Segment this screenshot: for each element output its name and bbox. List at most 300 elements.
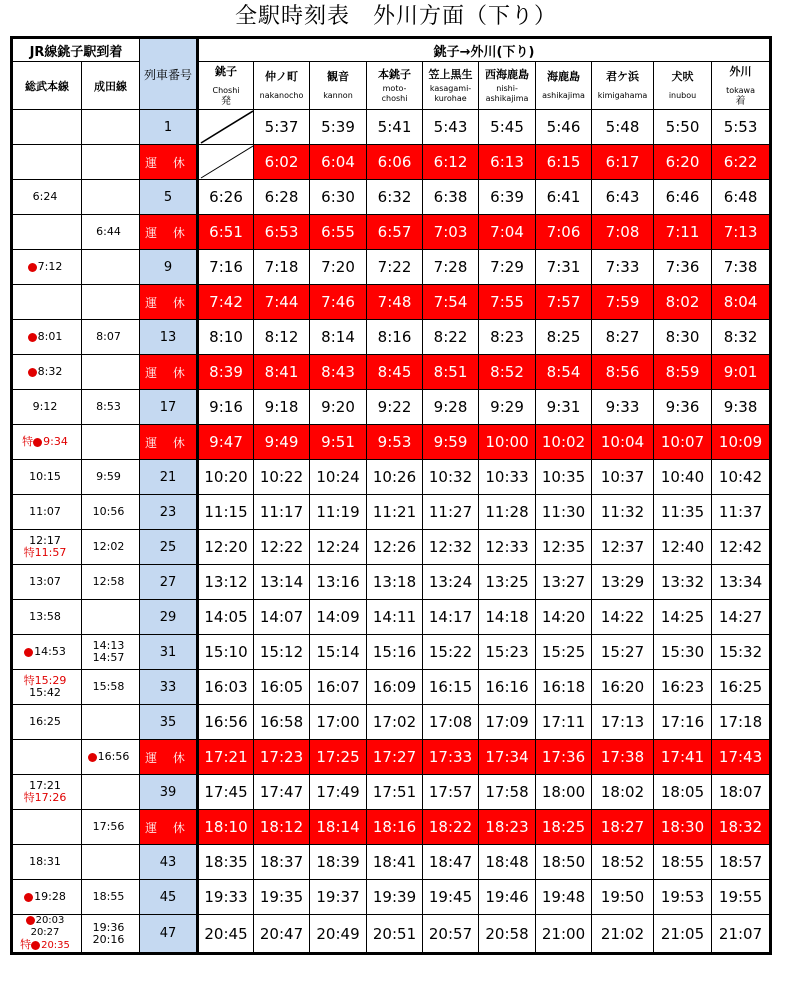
suspended-row xyxy=(12,740,771,775)
departure-time: 8:02 xyxy=(654,285,712,320)
departure-time: 17:41 xyxy=(654,740,712,775)
train-number: 17 xyxy=(140,390,198,425)
station-name-romaji: tokawa xyxy=(726,85,755,95)
departure-time: 17:09 xyxy=(479,705,536,740)
arrival-time-line xyxy=(82,506,135,518)
sobu-arrival-cell xyxy=(12,810,82,845)
departure-time: 7:20 xyxy=(310,250,367,285)
departure-time: 11:15 xyxy=(198,495,254,530)
departure-time: 16:03 xyxy=(198,670,254,705)
departure-time: 8:30 xyxy=(654,320,712,355)
station-name-romaji: ashikajima xyxy=(542,91,585,100)
departure-time: 16:07 xyxy=(310,670,367,705)
departure-time: 10:02 xyxy=(536,425,592,460)
departure-time: 9:18 xyxy=(254,390,310,425)
arrival-time: 8:01 xyxy=(37,330,63,343)
red-dot-icon xyxy=(28,263,37,272)
departure-time: 18:16 xyxy=(367,810,423,845)
departure-time: 12:22 xyxy=(254,530,310,565)
departure-time: 10:07 xyxy=(654,425,712,460)
departure-time: 9:51 xyxy=(310,425,367,460)
departure-time: 20:49 xyxy=(310,915,367,954)
arrival-time-line xyxy=(13,331,77,343)
station-name-romaji: nakanocho xyxy=(259,91,304,100)
sobu-arrival-cell xyxy=(12,110,82,145)
departure-time: 8:25 xyxy=(536,320,592,355)
sobu-arrival-cell xyxy=(12,530,82,565)
departure-time: 20:47 xyxy=(254,915,310,954)
sobu-arrival-cell xyxy=(12,320,82,355)
suspended-row xyxy=(12,285,771,320)
suspended-row xyxy=(12,810,771,845)
departure-time: 19:37 xyxy=(310,880,367,915)
special-express-mark: 特 xyxy=(23,546,35,559)
departure-time: 14:18 xyxy=(479,600,536,635)
departure-time: 17:21 xyxy=(198,740,254,775)
sobu-arrival-cell xyxy=(12,845,82,880)
suspended-row xyxy=(12,215,771,250)
departure-time: 7:57 xyxy=(536,285,592,320)
jr-arrival-header: JR線銚子駅到着 xyxy=(12,38,140,62)
departure-time: 20:58 xyxy=(479,915,536,954)
departure-time: 18:32 xyxy=(712,810,771,845)
departure-time: 6:13 xyxy=(479,145,536,180)
sobu-arrival-cell xyxy=(12,600,82,635)
departure-time: 10:35 xyxy=(536,460,592,495)
train-number: 47 xyxy=(140,915,198,954)
sobu-arrival-cell xyxy=(12,635,82,670)
sobu-arrival-cell xyxy=(12,565,82,600)
arrival-time: 11:57 xyxy=(34,546,67,559)
narita-arrival-cell xyxy=(82,635,140,670)
page-title: 全駅時刻表 外川方面（下り） xyxy=(234,4,557,29)
departure-time: 16:09 xyxy=(367,670,423,705)
narita-arrival-cell xyxy=(82,355,140,390)
suspended-label: 運 休 xyxy=(140,425,198,460)
departure-time: 17:16 xyxy=(654,705,712,740)
departure-time: 7:28 xyxy=(423,250,479,285)
arrival-time: 14:13 xyxy=(92,639,125,652)
departure-time: 19:45 xyxy=(423,880,479,915)
station-header xyxy=(367,62,423,110)
sobu-arrival-cell xyxy=(12,285,82,320)
departure-time: 18:55 xyxy=(654,845,712,880)
departure-time: 17:58 xyxy=(479,775,536,810)
departure-time: 19:50 xyxy=(592,880,654,915)
red-dot-icon xyxy=(28,368,37,377)
arrival-time-line xyxy=(13,436,77,448)
timetable-row xyxy=(12,390,771,425)
station-name-romaji: nishi- ashikajima xyxy=(485,83,529,103)
arrival-time-line xyxy=(13,915,77,927)
station-name-jp: 笠上黒生 xyxy=(428,67,473,81)
train-number: 5 xyxy=(140,180,198,215)
departure-time: 9:49 xyxy=(254,425,310,460)
departure-time: 19:46 xyxy=(479,880,536,915)
arrival-time-line xyxy=(82,541,135,553)
departure-time: 8:23 xyxy=(479,320,536,355)
departure-time: 8:16 xyxy=(367,320,423,355)
arrival-time: 10:15 xyxy=(29,470,61,483)
departure-time: 14:07 xyxy=(254,600,310,635)
departure-time: 13:24 xyxy=(423,565,479,600)
departure-time: 13:12 xyxy=(198,565,254,600)
arrival-time: 20:27 xyxy=(30,927,60,938)
train-number: 13 xyxy=(140,320,198,355)
arrival-time: 15:58 xyxy=(92,680,125,693)
arrival-time-line xyxy=(82,751,135,763)
departure-time: 10:37 xyxy=(592,460,654,495)
arrival-time: 15:42 xyxy=(29,686,61,699)
departure-time: 14:17 xyxy=(423,600,479,635)
suspended-label: 運 休 xyxy=(140,145,198,180)
arrival-time-line xyxy=(13,646,77,658)
arrival-time: 14:53 xyxy=(34,645,66,658)
departure-time: 12:40 xyxy=(654,530,712,565)
arrival-time: 17:26 xyxy=(34,791,67,804)
sobu-arrival-cell xyxy=(12,460,82,495)
station-suffix: 発 xyxy=(221,95,232,107)
departure-time: 13:29 xyxy=(592,565,654,600)
departure-time: 18:35 xyxy=(198,845,254,880)
arrival-time-line xyxy=(13,506,77,518)
station-header xyxy=(198,62,254,110)
departure-time: 18:22 xyxy=(423,810,479,845)
departure-time: 19:35 xyxy=(254,880,310,915)
station-header xyxy=(479,62,536,110)
departure-time: 17:51 xyxy=(367,775,423,810)
departure-time: 5:45 xyxy=(479,110,536,145)
departure-time: 14:20 xyxy=(536,600,592,635)
departure-time: 5:50 xyxy=(654,110,712,145)
departure-time: 8:12 xyxy=(254,320,310,355)
arrival-time-line xyxy=(13,856,77,868)
departure-time: 7:38 xyxy=(712,250,771,285)
departure-time: 8:43 xyxy=(310,355,367,390)
departure-time: 18:50 xyxy=(536,845,592,880)
arrival-time: 19:28 xyxy=(34,890,66,903)
departure-time: 6:39 xyxy=(479,180,536,215)
station-header xyxy=(310,62,367,110)
departure-time: 18:27 xyxy=(592,810,654,845)
red-dot-icon xyxy=(26,916,35,925)
departure-time: 17:43 xyxy=(712,740,771,775)
departure-time: 10:33 xyxy=(479,460,536,495)
timetable-row xyxy=(12,600,771,635)
arrival-time-line xyxy=(82,471,135,483)
departure-time: 18:23 xyxy=(479,810,536,845)
station-name-jp: 海鹿島 xyxy=(547,70,581,83)
arrival-time: 16:56 xyxy=(97,750,130,763)
arrival-time: 17:56 xyxy=(92,820,125,833)
narita-arrival-cell xyxy=(82,530,140,565)
sobu-line-header: 総武本線 xyxy=(12,62,82,110)
station-name-jp: 君ケ浜 xyxy=(606,70,640,83)
departure-time: 14:25 xyxy=(654,600,712,635)
arrival-time-line xyxy=(13,716,77,728)
departure-time: 11:17 xyxy=(254,495,310,530)
departure-time: 14:05 xyxy=(198,600,254,635)
train-number-label: 列車番号 xyxy=(144,67,193,82)
train-number: 43 xyxy=(140,845,198,880)
departure-time: 7:11 xyxy=(654,215,712,250)
timetable-row xyxy=(12,250,771,285)
departure-time: 6:53 xyxy=(254,215,310,250)
arrival-time-line xyxy=(13,366,77,378)
departure-time: 18:41 xyxy=(367,845,423,880)
arrival-time: 8:07 xyxy=(96,330,121,343)
departure-time: 8:52 xyxy=(479,355,536,390)
timetable-row xyxy=(12,635,771,670)
train-number: 23 xyxy=(140,495,198,530)
departure-time: 15:12 xyxy=(254,635,310,670)
departure-time: 8:04 xyxy=(712,285,771,320)
departure-time: 17:11 xyxy=(536,705,592,740)
departure-time: 10:40 xyxy=(654,460,712,495)
departure-time: 13:32 xyxy=(654,565,712,600)
timetable-row xyxy=(12,320,771,355)
departure-time: 17:57 xyxy=(423,775,479,810)
timetable-row xyxy=(12,880,771,915)
arrival-time: 6:24 xyxy=(32,190,58,203)
timetable-row xyxy=(12,110,771,145)
arrival-time-line xyxy=(13,891,77,903)
departure-time: 5:53 xyxy=(712,110,771,145)
narita-arrival-cell xyxy=(82,670,140,705)
arrival-time-line xyxy=(13,547,77,559)
station-name-romaji: Choshi xyxy=(212,85,240,95)
station-name-jp: 本銚子 xyxy=(378,67,412,81)
train-number: 33 xyxy=(140,670,198,705)
narita-arrival-cell xyxy=(82,390,140,425)
narita-arrival-cell xyxy=(82,705,140,740)
departure-time: 15:22 xyxy=(423,635,479,670)
arrival-time-line xyxy=(82,576,135,588)
departure-time: 17:45 xyxy=(198,775,254,810)
narita-arrival-cell xyxy=(82,740,140,775)
diagonal-slash-icon xyxy=(199,110,254,144)
station-name-jp: 犬吠 xyxy=(671,70,694,83)
departure-time: 20:57 xyxy=(423,915,479,954)
arrival-time-line xyxy=(82,821,135,833)
departure-time: 13:27 xyxy=(536,565,592,600)
timetable-row xyxy=(12,565,771,600)
departure-time: 18:48 xyxy=(479,845,536,880)
suspended-label: 運 休 xyxy=(140,810,198,845)
timetable-row xyxy=(12,460,771,495)
departure-time: 17:36 xyxy=(536,740,592,775)
departure-time: 10:22 xyxy=(254,460,310,495)
departure-time: 18:25 xyxy=(536,810,592,845)
departure-time: 19:33 xyxy=(198,880,254,915)
departure-time: 6:51 xyxy=(198,215,254,250)
departure-time: 6:02 xyxy=(254,145,310,180)
departure-time: 16:58 xyxy=(254,705,310,740)
departure-time: 19:53 xyxy=(654,880,712,915)
sobu-arrival-cell xyxy=(12,705,82,740)
departure-time: 10:00 xyxy=(479,425,536,460)
departure-time: 6:57 xyxy=(367,215,423,250)
departure-time: 14:27 xyxy=(712,600,771,635)
arrival-time: 14:57 xyxy=(92,651,125,664)
departure-time: 7:46 xyxy=(310,285,367,320)
train-number: 35 xyxy=(140,705,198,740)
suspended-label: 運 休 xyxy=(140,740,198,775)
departure-time: 10:24 xyxy=(310,460,367,495)
departure-time: 16:56 xyxy=(198,705,254,740)
arrival-time: 18:31 xyxy=(29,855,61,868)
arrival-time: 13:58 xyxy=(29,610,61,623)
departure-time: 6:20 xyxy=(654,145,712,180)
departure-time: 16:16 xyxy=(479,670,536,705)
departure-time: 6:15 xyxy=(536,145,592,180)
narita-arrival-cell xyxy=(82,180,140,215)
departure-time: 6:43 xyxy=(592,180,654,215)
departure-time: 12:35 xyxy=(536,530,592,565)
departure-time: 13:16 xyxy=(310,565,367,600)
departure-time: 7:44 xyxy=(254,285,310,320)
train-number: 45 xyxy=(140,880,198,915)
departure-time: 7:08 xyxy=(592,215,654,250)
departure-time: 7:42 xyxy=(198,285,254,320)
departure-time: 16:25 xyxy=(712,670,771,705)
arrival-time-line xyxy=(13,401,77,413)
train-number: 9 xyxy=(140,250,198,285)
arrival-time-line xyxy=(82,401,135,413)
departure-time: 11:27 xyxy=(423,495,479,530)
departure-time: 14:09 xyxy=(310,600,367,635)
sobu-arrival-cell xyxy=(12,215,82,250)
departure-time: 9:33 xyxy=(592,390,654,425)
arrival-time: 16:25 xyxy=(29,715,61,728)
red-dot-icon xyxy=(24,893,33,902)
departure-time: 18:02 xyxy=(592,775,654,810)
arrival-time-line xyxy=(82,331,135,343)
arrival-time-line xyxy=(82,934,135,946)
departure-time: 8:51 xyxy=(423,355,479,390)
departure-time: 21:05 xyxy=(654,915,712,954)
arrival-time-line xyxy=(13,261,77,273)
departure-time: 18:30 xyxy=(654,810,712,845)
departure-time: 9:47 xyxy=(198,425,254,460)
station-name-romaji: kimigahama xyxy=(597,91,648,100)
departure-time: 7:29 xyxy=(479,250,536,285)
departure-time: 17:23 xyxy=(254,740,310,775)
departure-time: 13:18 xyxy=(367,565,423,600)
departure-time: 18:07 xyxy=(712,775,771,810)
departure-time: 5:43 xyxy=(423,110,479,145)
departure-time: 17:34 xyxy=(479,740,536,775)
departure-time: 7:04 xyxy=(479,215,536,250)
departure-time: 9:59 xyxy=(423,425,479,460)
departure-time: 17:18 xyxy=(712,705,771,740)
departure-time: 5:41 xyxy=(367,110,423,145)
departure-time: 6:46 xyxy=(654,180,712,215)
departure-time: 5:46 xyxy=(536,110,592,145)
departure-time: 21:00 xyxy=(536,915,592,954)
departure-time: 13:14 xyxy=(254,565,310,600)
no-departure-cell xyxy=(198,110,254,145)
departure-time: 8:10 xyxy=(198,320,254,355)
sobu-arrival-cell xyxy=(12,180,82,215)
departure-time: 8:39 xyxy=(198,355,254,390)
departure-time: 16:05 xyxy=(254,670,310,705)
narita-arrival-cell xyxy=(82,880,140,915)
red-dot-icon xyxy=(88,753,97,762)
station-header xyxy=(423,62,479,110)
suspended-row xyxy=(12,425,771,460)
arrival-time: 9:12 xyxy=(32,400,58,413)
arrival-time: 9:34 xyxy=(43,435,68,448)
red-dot-icon xyxy=(28,333,37,342)
departure-time: 7:22 xyxy=(367,250,423,285)
red-dot-icon xyxy=(24,648,33,657)
narita-arrival-cell xyxy=(82,600,140,635)
departure-time: 17:47 xyxy=(254,775,310,810)
departure-time: 11:28 xyxy=(479,495,536,530)
arrival-time: 17:21 xyxy=(29,779,61,792)
departure-time: 15:32 xyxy=(712,635,771,670)
narita-arrival-cell xyxy=(82,495,140,530)
special-express-mark: 特 xyxy=(23,674,35,687)
departure-time: 8:32 xyxy=(712,320,771,355)
departure-time: 17:49 xyxy=(310,775,367,810)
departure-time: 6:26 xyxy=(198,180,254,215)
departure-time: 9:22 xyxy=(367,390,423,425)
station-name-jp: 外川 xyxy=(729,64,752,78)
departure-time: 10:42 xyxy=(712,460,771,495)
station-name-jp: 観音 xyxy=(327,70,350,83)
departure-time: 16:20 xyxy=(592,670,654,705)
arrival-time: 20:03 xyxy=(35,915,65,926)
departure-time: 11:21 xyxy=(367,495,423,530)
departure-time: 7:16 xyxy=(198,250,254,285)
narita-arrival-cell xyxy=(82,285,140,320)
arrival-time-line xyxy=(13,191,77,203)
departure-time: 18:37 xyxy=(254,845,310,880)
departure-time: 6:17 xyxy=(592,145,654,180)
departure-time: 17:00 xyxy=(310,705,367,740)
sobu-arrival-cell xyxy=(12,775,82,810)
departure-time: 10:32 xyxy=(423,460,479,495)
departure-time: 21:07 xyxy=(712,915,771,954)
train-number: 21 xyxy=(140,460,198,495)
departure-time: 7:48 xyxy=(367,285,423,320)
departure-time: 18:00 xyxy=(536,775,592,810)
departure-time: 11:19 xyxy=(310,495,367,530)
arrival-time-line xyxy=(13,471,77,483)
route-header: 銚子→外川(下り) xyxy=(198,38,771,62)
train-number: 27 xyxy=(140,565,198,600)
departure-time: 9:01 xyxy=(712,355,771,390)
narita-arrival-cell xyxy=(82,460,140,495)
timetable-row xyxy=(12,915,771,954)
departure-time: 7:18 xyxy=(254,250,310,285)
timetable-row xyxy=(12,670,771,705)
departure-time: 7:36 xyxy=(654,250,712,285)
departure-time: 19:55 xyxy=(712,880,771,915)
departure-time: 5:39 xyxy=(310,110,367,145)
arrival-time: 9:59 xyxy=(96,470,121,483)
narita-arrival-cell xyxy=(82,775,140,810)
departure-time: 7:06 xyxy=(536,215,592,250)
timetable-row xyxy=(12,845,771,880)
departure-time: 7:33 xyxy=(592,250,654,285)
departure-time: 12:24 xyxy=(310,530,367,565)
departure-time: 5:48 xyxy=(592,110,654,145)
departure-time: 12:33 xyxy=(479,530,536,565)
sobu-arrival-cell xyxy=(12,145,82,180)
